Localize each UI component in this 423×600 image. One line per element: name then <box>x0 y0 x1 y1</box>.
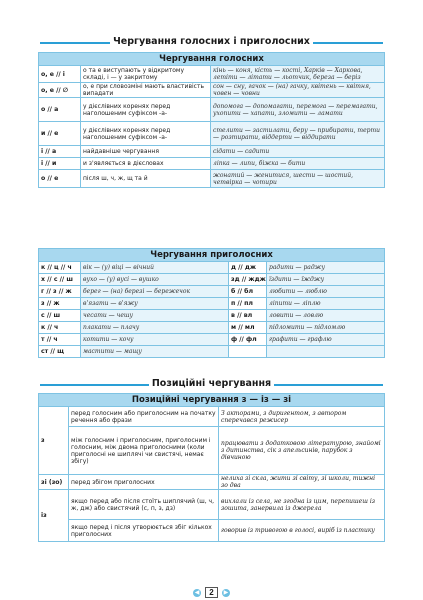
vowel-row <box>39 158 385 170</box>
vowel-letters: и // е <box>39 122 81 146</box>
consonant-example: плакати — плачу <box>81 322 229 334</box>
vowel-example: сон — сну, гачок — (на) гачку, квітень — квітня, човен — човни <box>211 83 385 98</box>
consonant-example: вік — (у) віці — вічний <box>81 262 229 274</box>
section-title-positional <box>0 378 423 389</box>
positional-condition: перед голосним або приголосним на початку речення або фрази <box>69 407 219 427</box>
positional-example: вихлали із села, не згодна із цим, перепишеш із зошита, занервила із джерела <box>219 490 385 520</box>
positional-row <box>39 407 385 427</box>
consonant-example: ловити — ловлю <box>267 310 385 322</box>
vowel-example: допомога — допомагати, перемога — перемагати, ухопити — хапати, зломити — ламати <box>211 98 385 122</box>
positional-example: працювати з додатковою літературою, знайомі з дитинства, сік з апельсинів, парубок з дівчиною <box>219 427 385 475</box>
positional-condition: між голосним і приголосним, приголосним і голосним, між двома приголосними (коли приголосні не шиплячі чи свистячі, немає збігу) <box>69 427 219 475</box>
vowel-condition: о, е при словозміні мають властивість випадати <box>81 83 211 98</box>
vowels-table-header: Чергування голосних <box>39 53 385 66</box>
positional-letter: з <box>39 407 69 475</box>
section-title-text: Позиційні чергування <box>149 378 274 389</box>
positional-condition: якщо перед або після стоїть шиплячий (ш, ч, ж, дж) або свистячий (с, п, з, дз) <box>69 490 219 520</box>
vowels-table <box>38 52 385 188</box>
consonant-example <box>267 346 385 358</box>
consonant-letters: ст // щ <box>39 346 81 358</box>
consonant-row <box>39 286 385 298</box>
consonant-example: берег — (на) березі — бережечок <box>81 286 229 298</box>
consonant-letters: х // с // ш <box>39 274 81 286</box>
consonant-letters: п // пл <box>229 298 267 310</box>
section-title-alternations <box>0 36 423 47</box>
positional-row <box>39 520 385 542</box>
consonant-row <box>39 274 385 286</box>
consonants-table <box>38 248 385 358</box>
positional-condition: перед збігом приголосних <box>69 475 219 490</box>
consonant-letters: к // ц // ч <box>39 262 81 274</box>
consonant-letters: т // ч <box>39 334 81 346</box>
consonant-example: чесати — чешу <box>81 310 229 322</box>
page-navigation <box>0 587 423 598</box>
positional-row <box>39 490 385 520</box>
consonant-row <box>39 310 385 322</box>
consonant-row <box>39 262 385 274</box>
positional-condition: якщо перед і після утворюється збіг кількох приголосних <box>69 520 219 542</box>
consonant-row <box>39 322 385 334</box>
consonant-letters: в // вл <box>229 310 267 322</box>
consonant-example: підломити — підломлю <box>267 322 385 334</box>
consonant-letters: з // ж <box>39 298 81 310</box>
consonant-example: їздити — їжджу <box>267 274 385 286</box>
consonant-row <box>39 334 385 346</box>
vowel-example: кінь — коня, кість — кості, Харків — Харкова, летіти — літати — льотчик, береза — беріз <box>211 66 385 83</box>
consonant-letters: ф // фл <box>229 334 267 346</box>
next-page-icon[interactable]: ▶ <box>223 589 229 596</box>
consonant-row <box>39 346 385 358</box>
positional-row <box>39 475 385 490</box>
vowel-letters: о // е <box>39 170 81 188</box>
consonant-letters: с // ш <box>39 310 81 322</box>
consonant-letters: г // з // ж <box>39 286 81 298</box>
consonant-letters: д // дж <box>229 262 267 274</box>
consonant-example: ліпити — ліплю <box>267 298 385 310</box>
consonant-example: котити — кочу <box>81 334 229 346</box>
vowel-row <box>39 122 385 146</box>
consonant-row <box>39 298 385 310</box>
positional-letter: із <box>39 490 69 542</box>
consonant-letters: б // бл <box>229 286 267 298</box>
page-number: 2 <box>205 587 217 598</box>
positional-example: нелиха зі скла, жити зі світу, зі школи, тижні зо два <box>219 475 385 490</box>
vowel-letters: о, е // і <box>39 66 81 83</box>
vowel-row <box>39 66 385 83</box>
section-title-text: Чергування голосних і приголосних <box>110 36 313 47</box>
vowel-row <box>39 146 385 158</box>
vowel-condition: о та е виступають у відкритому складі, і — у закритому <box>81 66 211 83</box>
prev-page-icon[interactable]: ◀ <box>194 589 200 596</box>
positional-table <box>38 393 385 542</box>
consonant-example: радити — раджу <box>267 262 385 274</box>
consonant-letters: м // мл <box>229 322 267 334</box>
consonant-example: мастити — мащу <box>81 346 229 358</box>
consonants-table-header: Чергування приголосних <box>39 249 385 262</box>
vowel-letters: о, е // ∅ <box>39 83 81 98</box>
vowel-row <box>39 83 385 98</box>
vowel-example: жонатий — женитися, шести — шостий, четвірка — чотири <box>211 170 385 188</box>
vowel-letters: і // а <box>39 146 81 158</box>
consonant-letters: к // ч <box>39 322 81 334</box>
vowel-letters: о // а <box>39 98 81 122</box>
vowel-condition: у дієслівних коренях перед наголошеним суфіксом -а- <box>81 122 211 146</box>
consonant-example: в'язати — в'яжу <box>81 298 229 310</box>
consonant-letters: зд // ждж <box>229 274 267 286</box>
positional-example: говорив із тривогою в голосі, виріб із пластику <box>219 520 385 542</box>
vowel-row <box>39 98 385 122</box>
consonant-example: графити — графлю <box>267 334 385 346</box>
vowel-letters: і // и <box>39 158 81 170</box>
vowel-example: ліпка — липи, біжка — бити <box>211 158 385 170</box>
consonant-letters <box>229 346 267 358</box>
vowel-condition: и з'являється в дієсловах <box>81 158 211 170</box>
positional-table-header: Позиційні чергування з — із — зі <box>39 394 385 407</box>
vowel-example: сідати — садити <box>211 146 385 158</box>
vowel-row <box>39 170 385 188</box>
vowel-condition: у дієслівних коренях перед наголошеним суфіксом -а- <box>81 98 211 122</box>
vowel-condition: найдавніше чергування <box>81 146 211 158</box>
vowel-example: стелити — застилати, беру — прибирати, терти — розтирати, віддерти — віддирати <box>211 122 385 146</box>
positional-letter: зі (зо) <box>39 475 69 490</box>
positional-example: З акторами, з диригентом, з автором сперечався режисер <box>219 407 385 427</box>
positional-row <box>39 427 385 475</box>
vowel-condition: після ш, ч, ж, щ та й <box>81 170 211 188</box>
consonant-example: вухо — (у) вусі — вушко <box>81 274 229 286</box>
consonant-example: любити — люблю <box>267 286 385 298</box>
